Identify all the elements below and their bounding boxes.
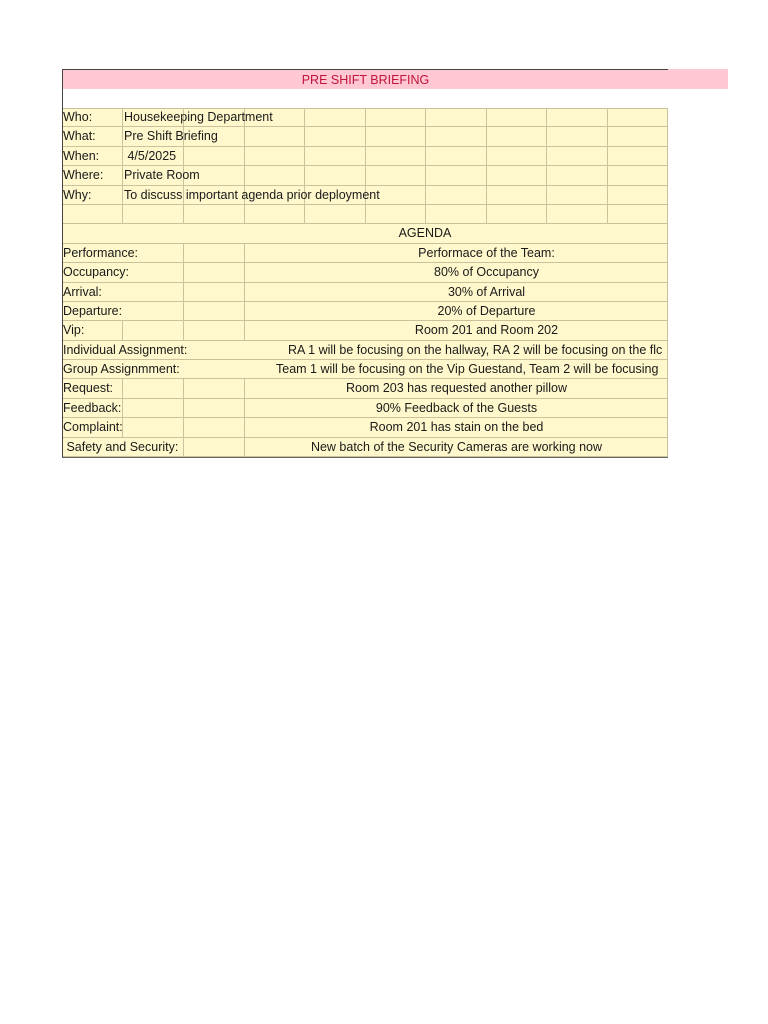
agenda-row [62, 399, 668, 418]
agenda-row [62, 283, 668, 302]
agenda-row [62, 379, 668, 398]
info-value: Housekeeping Department [124, 110, 273, 124]
agenda-value: 90% Feedback of the Guests [375, 400, 538, 415]
table-left-border [62, 69, 63, 458]
info-value: Pre Shift Briefing [124, 129, 218, 144]
agenda-value: Room 201 has stain on the bed [369, 420, 544, 435]
agenda-value: Room 201 and Room 202 [414, 323, 559, 338]
agenda-row [62, 321, 668, 340]
agenda-row [62, 244, 668, 263]
info-row-who [62, 108, 668, 127]
agenda-value: RA 1 will be focusing on the hallway, RA 2 will be focusing on the flc [288, 342, 663, 357]
briefing-table [62, 108, 668, 457]
info-label: When: [63, 148, 100, 163]
info-label: Who: [63, 110, 93, 124]
agenda-value: Room 203 has requested another pillow [346, 381, 567, 396]
agenda-row [62, 438, 668, 457]
spacer-row [62, 89, 668, 108]
agenda-label: Feedback: [63, 400, 122, 415]
info-label: What: [63, 129, 96, 144]
info-value: 4/5/2025 [124, 148, 177, 163]
agenda-label: Individual Assignment: [63, 342, 188, 357]
agenda-row [62, 360, 668, 379]
agenda-row [62, 418, 668, 437]
info-value: Private Room [124, 168, 200, 183]
page-title: PRE SHIFT BRIEFING [62, 69, 668, 89]
info-row-when [62, 147, 668, 166]
info-row-what [62, 127, 668, 146]
table-bottom-border [62, 457, 668, 458]
agenda-value: New batch of the Security Cameras are working now [310, 439, 603, 454]
agenda-label: Arrival: [63, 284, 102, 299]
info-value: To discuss important agenda prior deployment [124, 187, 380, 202]
agenda-heading: AGENDA [398, 226, 452, 241]
agenda-heading-row [62, 224, 668, 243]
agenda-value: 80% of Occupancy [434, 265, 539, 280]
agenda-value: 30% of Arrival [447, 284, 526, 299]
info-row-where [62, 166, 668, 185]
empty-row [62, 205, 668, 224]
agenda-label: Group Assignmment: [63, 362, 180, 377]
info-label: Where: [63, 168, 104, 183]
agenda-label: Safety and Security: [63, 439, 179, 454]
info-label: Why: [63, 187, 92, 202]
agenda-label: Occupancy: [63, 265, 130, 280]
agenda-label: Vip: [63, 323, 85, 338]
agenda-label: Departure: [63, 303, 123, 318]
agenda-row [62, 263, 668, 282]
agenda-label: Request: [63, 381, 114, 396]
agenda-label: Complaint: [63, 420, 123, 435]
agenda-row [62, 341, 668, 360]
agenda-value: 20% of Departure [437, 303, 536, 318]
agenda-value: Performace of the Team: [418, 245, 555, 260]
info-row-why [62, 186, 668, 205]
agenda-value: Team 1 will be focusing on the Vip Guestand, Team 2 will be focusing [276, 362, 659, 377]
agenda-row [62, 302, 668, 321]
agenda-label: Performance: [63, 245, 139, 260]
